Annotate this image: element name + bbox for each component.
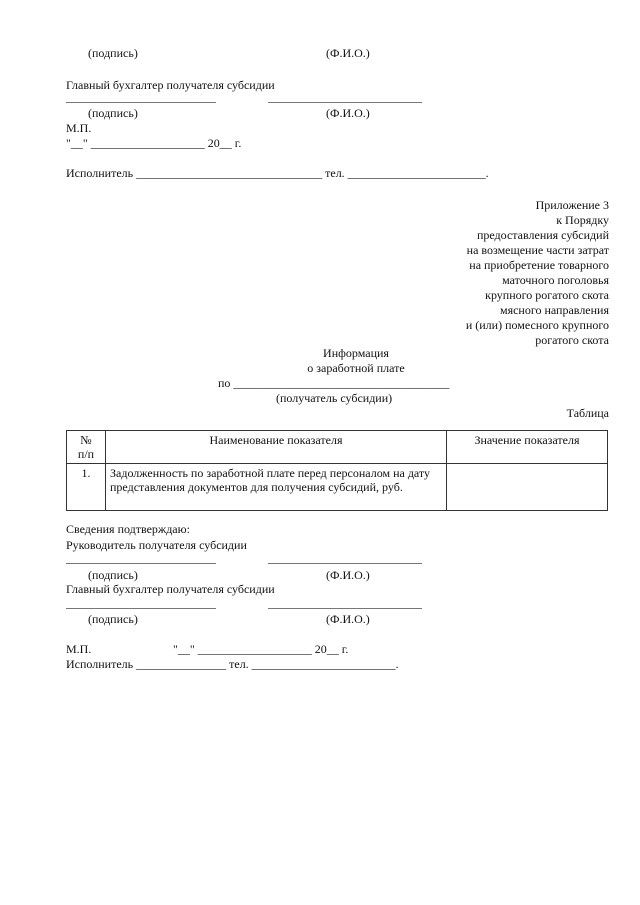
appendix-line: на возмещение части затрат (466, 243, 609, 257)
appendix-line: мясного направления (499, 303, 609, 317)
appendix-line: предоставления субсидий (476, 228, 609, 242)
appendix-line: маточного поголовья (502, 273, 609, 287)
bottom-fio-line-2 (268, 608, 422, 609)
appendix-line: рогатого скота (535, 333, 609, 347)
bottom-date-line: "__" ___________________ 20__ г. (173, 642, 349, 656)
top-fio-caption-2: (Ф.И.О.) (326, 106, 370, 120)
header-indicator: Наименование показателя (106, 431, 447, 464)
row-number: 1. (67, 464, 106, 511)
top-sign-caption: (подпись) (88, 46, 138, 60)
recipient-line: по ____________________________________ (218, 376, 450, 390)
head-label: Руководитель получателя субсидии (66, 538, 247, 552)
appendix-line: и (или) помесного крупного (465, 318, 609, 332)
bottom-sign-line (66, 563, 216, 564)
bottom-executor-line: Исполнитель _______________ тел. ________________________. (66, 657, 399, 671)
header-value: Значение показателя (447, 431, 608, 464)
top-fio-line (268, 102, 422, 103)
top-fio-caption: (Ф.И.О.) (326, 46, 370, 60)
top-sign-caption-2: (подпись) (88, 106, 138, 120)
salary-table (66, 430, 608, 511)
table-label: Таблица (566, 406, 609, 420)
top-chief-accountant: Главный бухгалтер получателя субсидии (66, 78, 275, 92)
bottom-sign-caption: (подпись) (88, 568, 138, 582)
bottom-chief-accountant: Главный бухгалтер получателя субсидии (66, 582, 275, 596)
appendix-header (466, 198, 609, 348)
confirm-text: Сведения подтверждаю: (66, 522, 190, 536)
appendix-line: на приобретение товарного (469, 258, 609, 272)
table-header-row (67, 431, 608, 464)
top-executor-line: Исполнитель _______________________________ тел. _______________________. (66, 166, 489, 180)
recipient-caption: (получатель субсидии) (276, 391, 393, 405)
doc-subtitle: о заработной плате (307, 361, 405, 375)
bottom-stamp: М.П. (66, 642, 92, 656)
row-value (447, 464, 608, 511)
bottom-fio-line (268, 563, 422, 564)
top-stamp: М.П. (66, 121, 92, 135)
bottom-fio-caption: (Ф.И.О.) (326, 568, 370, 582)
bottom-sign-caption-2: (подпись) (88, 612, 138, 626)
top-sign-line (66, 102, 216, 103)
bottom-sign-line-2 (66, 608, 216, 609)
appendix-line: Приложение 3 (535, 198, 609, 212)
header-number: № п/п (67, 431, 106, 464)
appendix-line: к Порядку (556, 213, 609, 227)
table-row (67, 464, 608, 511)
appendix-line: крупного рогатого скота (485, 288, 609, 302)
bottom-fio-caption-2: (Ф.И.О.) (326, 612, 370, 626)
top-date-line: "__" ___________________ 20__ г. (66, 136, 242, 150)
doc-title: Информация (323, 346, 389, 360)
row-indicator: Задолженность по заработной плате перед персоналом на дату представления документов для получения субсидий, руб. (106, 464, 447, 511)
